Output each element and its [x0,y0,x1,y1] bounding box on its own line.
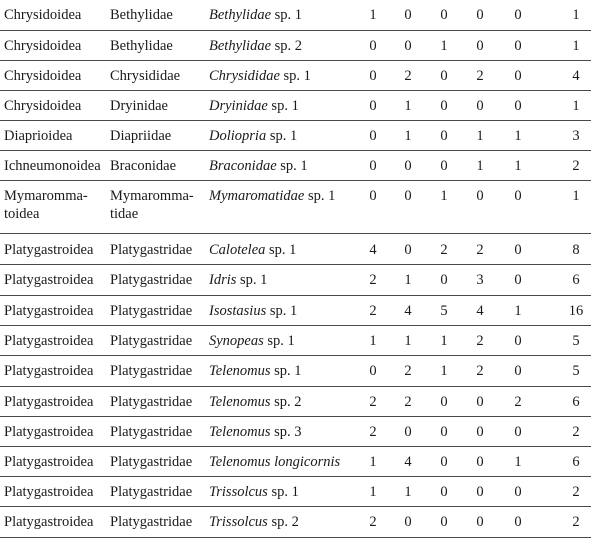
count-cell: 0 [369,363,377,379]
species-cell [209,393,302,411]
species-suffix: sp. 1 [276,158,308,174]
species-suffix: sp. 1 [236,272,268,288]
count-cell: 0 [476,484,484,500]
superfamily-line-2: toidea [4,206,40,222]
count-cell: 4 [404,454,412,470]
count-cell: 2 [440,242,448,258]
family-cell: Platygastridae [110,333,193,349]
count-cell: 2 [404,363,412,379]
total-cell: 1 [572,98,580,114]
table-row [0,507,591,538]
species-genus: Trissolcus [209,514,268,530]
superfamily-cell: Platygastroidea [4,394,94,410]
superfamily-line-1: Mymaromma- [4,188,88,204]
table-row [0,0,591,31]
count-cell: 0 [514,68,522,84]
table-row [0,417,591,447]
count-cell: 1 [404,272,412,288]
count-cell: 0 [404,38,412,54]
superfamily-cell: Diaprioidea [4,128,73,144]
family-cell: Platygastridae [110,272,193,288]
count-cell: 0 [440,7,448,23]
count-cell: 2 [476,363,484,379]
superfamily-cell: Platygastroidea [4,514,94,530]
total-cell: 16 [568,303,584,319]
count-cell: 0 [440,272,448,288]
total-cell: 6 [572,394,580,410]
count-cell: 2 [476,242,484,258]
species-genus: Idris [209,272,237,288]
count-cell: 1 [369,7,377,23]
count-cell: 0 [369,38,377,54]
superfamily-cell: Platygastroidea [4,242,94,258]
species-suffix: sp. 1 [267,484,299,500]
count-cell: 1 [404,484,412,500]
species-genus: Dryinidae [209,98,268,114]
table-row [0,121,591,151]
species-suffix: sp. 2 [267,514,299,530]
table-row [0,356,591,387]
count-cell: 0 [440,98,448,114]
family-cell [110,187,194,223]
count-cell: 0 [514,242,522,258]
species-genus: Isostasius [209,303,267,319]
count-cell: 1 [514,454,522,470]
superfamily-cell: Platygastroidea [4,484,94,500]
count-cell: 5 [440,303,448,319]
count-cell: 0 [369,158,377,174]
species-cell [209,241,296,259]
species-suffix: sp. 3 [270,424,302,440]
table-row [0,234,591,265]
count-cell: 0 [440,424,448,440]
total-cell: 2 [572,484,580,500]
family-cell: Platygastridae [110,424,193,440]
total-cell: 4 [572,68,580,84]
count-cell: 2 [404,68,412,84]
count-cell: 0 [404,7,412,23]
count-cell: 1 [514,303,522,319]
superfamily-cell: Platygastroidea [4,333,94,349]
count-cell: 0 [369,188,377,204]
species-genus: Telenomus [209,363,271,379]
table-row [0,447,591,477]
superfamily-cell: Ichneumonoidea [4,158,101,174]
count-cell: 0 [514,98,522,114]
species-cell [209,187,335,205]
species-genus: Chrysididae [209,68,280,84]
superfamily-cell: Platygastroidea [4,303,94,319]
superfamily-cell: Chrysidoidea [4,98,82,114]
species-genus: Braconidae [209,158,277,174]
species-genus: Bethylidae [209,38,272,54]
count-cell: 4 [476,303,484,319]
family-line-2: tidae [110,206,139,222]
total-cell: 1 [572,38,580,54]
family-line-1: Mymaromma- [110,188,194,204]
table-row [0,61,591,91]
count-cell: 0 [514,424,522,440]
species-cell [209,6,302,24]
species-suffix: sp. 2 [271,38,303,54]
count-cell: 0 [369,128,377,144]
count-cell: 0 [369,68,377,84]
species-genus: Telenomus [209,394,271,410]
table-row [0,91,591,121]
count-cell: 2 [404,394,412,410]
species-genus: Trissolcus [209,484,268,500]
species-cell [209,453,340,471]
count-cell: 0 [514,38,522,54]
species-suffix: sp. 1 [266,303,298,319]
count-cell: 0 [440,158,448,174]
count-cell: 2 [514,394,522,410]
count-cell: 1 [440,38,448,54]
count-cell: 0 [514,363,522,379]
count-cell: 0 [514,7,522,23]
total-cell: 2 [572,158,580,174]
count-cell: 0 [440,128,448,144]
count-cell: 1 [369,333,377,349]
species-genus: Synopeas [209,333,264,349]
count-cell: 0 [476,7,484,23]
count-cell: 0 [514,484,522,500]
superfamily-cell: Chrysidoidea [4,7,82,23]
table-row [0,181,591,234]
count-cell: 0 [514,514,522,530]
count-cell: 0 [514,333,522,349]
species-suffix: sp. 1 [279,68,311,84]
count-cell: 2 [369,394,377,410]
count-cell: 1 [404,128,412,144]
count-cell: 0 [440,68,448,84]
species-suffix: sp. 1 [270,363,302,379]
count-cell: 0 [404,514,412,530]
table-row [0,151,591,181]
count-cell: 0 [404,242,412,258]
superfamily-cell [4,187,88,223]
count-cell: 1 [440,363,448,379]
count-cell: 2 [369,514,377,530]
count-cell: 0 [476,394,484,410]
count-cell: 0 [514,272,522,288]
family-cell: Platygastridae [110,484,193,500]
count-cell: 0 [404,424,412,440]
family-cell: Platygastridae [110,394,193,410]
count-cell: 0 [476,454,484,470]
species-suffix: sp. 1 [271,7,303,23]
total-cell: 2 [572,514,580,530]
count-cell: 2 [369,272,377,288]
count-cell: 1 [440,333,448,349]
species-cell [209,513,299,531]
species-cell [209,362,302,380]
family-cell: Diapriidae [110,128,172,144]
count-cell: 0 [440,454,448,470]
superfamily-cell: Platygastroidea [4,424,94,440]
total-cell: 2 [572,424,580,440]
count-cell: 1 [476,158,484,174]
table-row [0,326,591,356]
count-cell: 4 [369,242,377,258]
species-cell [209,97,299,115]
count-cell: 1 [404,98,412,114]
family-cell: Braconidae [110,158,177,174]
species-suffix: sp. 1 [304,188,336,204]
count-cell: 2 [476,333,484,349]
table-row [0,387,591,417]
total-cell: 5 [572,363,580,379]
count-cell: 2 [369,303,377,319]
count-cell: 4 [404,303,412,319]
species-cell [209,483,299,501]
species-suffix: sp. 2 [270,394,302,410]
superfamily-cell: Platygastroidea [4,454,94,470]
count-cell: 0 [476,424,484,440]
species-suffix: sp. 1 [267,98,299,114]
superfamily-cell: Platygastroidea [4,272,94,288]
species-genus: Mymaromatidae [209,188,305,204]
species-genus: Telenomus longicornis [209,454,341,470]
count-cell: 0 [476,98,484,114]
count-cell: 1 [514,158,522,174]
total-cell: 5 [572,333,580,349]
family-cell: Platygastridae [110,363,193,379]
count-cell: 0 [404,188,412,204]
count-cell: 3 [476,272,484,288]
family-cell: Platygastridae [110,242,193,258]
family-cell: Dryinidae [110,98,168,114]
superfamily-cell: Platygastroidea [4,363,94,379]
species-suffix: sp. 1 [265,242,297,258]
superfamily-cell: Chrysidoidea [4,38,82,54]
table-row [0,477,591,507]
count-cell: 0 [476,188,484,204]
total-cell: 1 [572,7,580,23]
family-cell: Bethylidae [110,38,173,54]
species-genus: Calotelea [209,242,266,258]
table-row [0,31,591,61]
count-cell: 0 [369,98,377,114]
count-cell: 1 [369,454,377,470]
total-cell: 8 [572,242,580,258]
species-cell [209,127,297,145]
count-cell: 2 [476,68,484,84]
species-cell [209,271,267,289]
species-genus: Doliopria [209,128,267,144]
total-cell: 6 [572,454,580,470]
total-cell: 1 [572,188,580,204]
count-cell: 0 [514,188,522,204]
total-cell: 6 [572,272,580,288]
species-suffix: sp. 1 [266,128,298,144]
species-cell [209,157,308,175]
species-cell [209,423,302,441]
table-row [0,265,591,296]
family-cell: Bethylidae [110,7,173,23]
count-cell: 0 [440,394,448,410]
count-cell: 0 [440,484,448,500]
family-cell: Platygastridae [110,514,193,530]
family-cell: Platygastridae [110,454,193,470]
count-cell: 1 [404,333,412,349]
total-cell: 3 [572,128,580,144]
count-cell: 1 [476,128,484,144]
superfamily-cell: Chrysidoidea [4,68,82,84]
count-cell: 0 [404,158,412,174]
table-row [0,296,591,326]
species-genus: Bethylidae [209,7,272,23]
species-cell [209,37,302,55]
count-cell: 1 [440,188,448,204]
count-cell: 1 [369,484,377,500]
species-suffix: sp. 1 [263,333,295,349]
family-cell: Platygastridae [110,303,193,319]
count-cell: 0 [440,514,448,530]
family-cell: Chrysididae [110,68,181,84]
count-cell: 2 [369,424,377,440]
species-cell [209,302,297,320]
species-cell [209,332,295,350]
species-cell [209,67,311,85]
count-cell: 1 [514,128,522,144]
species-genus: Telenomus [209,424,271,440]
count-cell: 0 [476,514,484,530]
count-cell: 0 [476,38,484,54]
